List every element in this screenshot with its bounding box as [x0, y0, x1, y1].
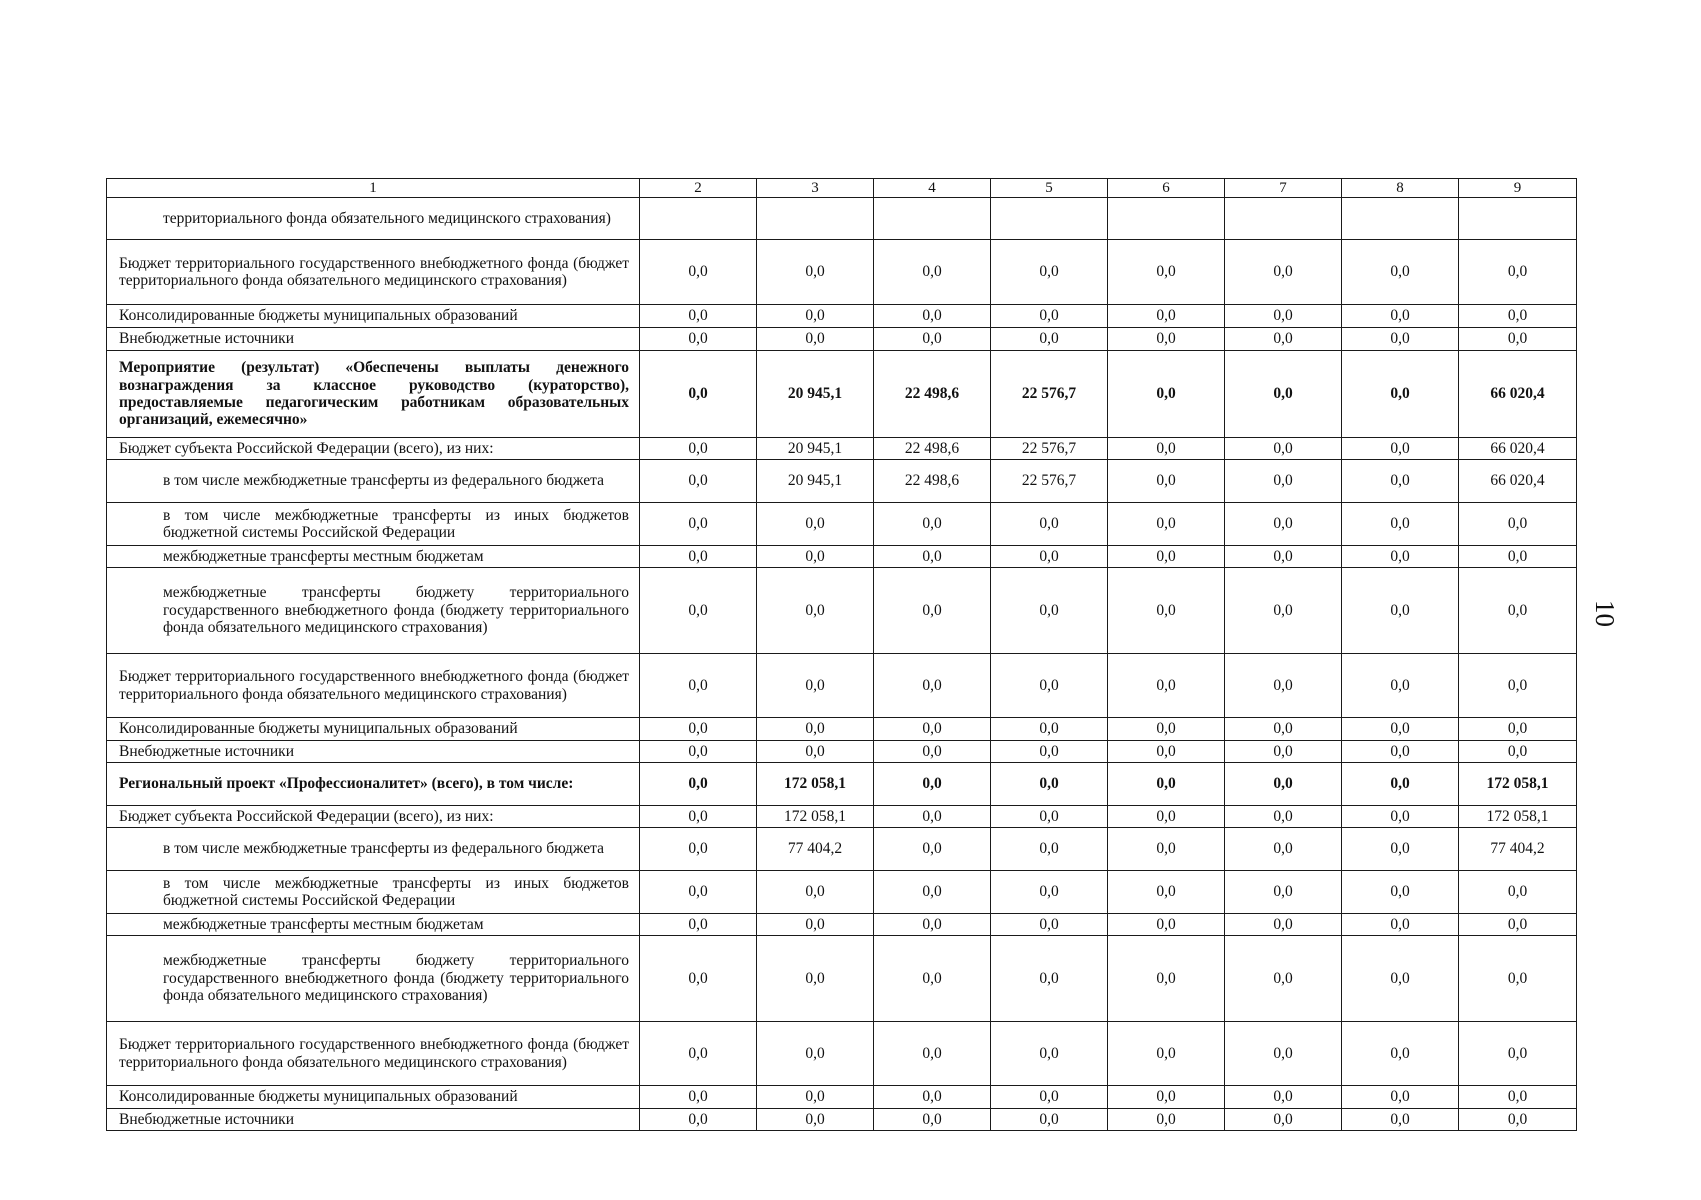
value-cell: 0,0: [1342, 936, 1459, 1022]
value-cell: 0,0: [1342, 741, 1459, 763]
value-cell: 0,0: [1108, 438, 1225, 460]
table-row: [107, 198, 1577, 240]
value-cell: 0,0: [991, 328, 1108, 351]
value-cell: 0,0: [991, 806, 1108, 828]
value-cell: 0,0: [874, 936, 991, 1022]
value-cell: 22 498,6: [874, 438, 991, 460]
value-cell: [1459, 198, 1577, 240]
value-cell: 0,0: [1108, 718, 1225, 741]
value-cell: [874, 198, 991, 240]
value-cell: 0,0: [1108, 546, 1225, 568]
table-row: [107, 914, 1577, 936]
value-cell: 22 498,6: [874, 460, 991, 503]
value-cell: 0,0: [991, 871, 1108, 914]
value-cell: 0,0: [1108, 305, 1225, 328]
value-cell: 172 058,1: [757, 806, 874, 828]
value-cell: 0,0: [1459, 936, 1577, 1022]
row-label: Внебюджетные источники: [107, 1109, 640, 1131]
row-label: Консолидированные бюджеты муниципальных образований: [107, 1086, 640, 1109]
value-cell: 0,0: [1342, 240, 1459, 305]
table-row: [107, 763, 1577, 806]
value-cell: 0,0: [640, 305, 757, 328]
value-cell: 0,0: [1108, 351, 1225, 438]
table-row: [107, 438, 1577, 460]
value-cell: 0,0: [640, 871, 757, 914]
value-cell: 0,0: [1225, 763, 1342, 806]
table-row: [107, 240, 1577, 305]
value-cell: 0,0: [757, 741, 874, 763]
value-cell: 0,0: [1342, 438, 1459, 460]
value-cell: 0,0: [640, 914, 757, 936]
value-cell: 0,0: [757, 240, 874, 305]
value-cell: 0,0: [1459, 503, 1577, 546]
value-cell: 0,0: [1225, 1022, 1342, 1086]
row-label: межбюджетные трансферты бюджету территориального государственного внебюджетного фонда (бюджету территориального фонда обязательного медицинского страхования): [107, 936, 640, 1022]
value-cell: 0,0: [874, 328, 991, 351]
value-cell: 0,0: [1225, 806, 1342, 828]
value-cell: 0,0: [1225, 546, 1342, 568]
row-label: Мероприятие (результат) «Обеспечены выплаты денежного вознаграждения за классное руководство (кураторство), предоставляемые педагогическим работникам образовательных организаций, ежемесячно»: [107, 351, 640, 438]
column-number: 9: [1459, 179, 1577, 198]
value-cell: 0,0: [1342, 351, 1459, 438]
row-label: в том числе межбюджетные трансферты из иных бюджетов бюджетной системы Российской Федерации: [107, 871, 640, 914]
value-cell: 0,0: [1108, 1109, 1225, 1131]
value-cell: 0,0: [991, 546, 1108, 568]
value-cell: 0,0: [1459, 328, 1577, 351]
value-cell: 0,0: [1225, 305, 1342, 328]
row-label: Консолидированные бюджеты муниципальных образований: [107, 305, 640, 328]
value-cell: 0,0: [1225, 1109, 1342, 1131]
value-cell: 0,0: [640, 568, 757, 654]
value-cell: 0,0: [640, 1086, 757, 1109]
row-label: Внебюджетные источники: [107, 328, 640, 351]
column-number: 2: [640, 179, 757, 198]
value-cell: 0,0: [757, 1086, 874, 1109]
value-cell: 0,0: [1108, 654, 1225, 718]
value-cell: 0,0: [757, 328, 874, 351]
value-cell: 0,0: [1108, 460, 1225, 503]
value-cell: 0,0: [1108, 871, 1225, 914]
value-cell: 0,0: [1225, 871, 1342, 914]
table-row: [107, 718, 1577, 741]
value-cell: 0,0: [1225, 503, 1342, 546]
value-cell: 0,0: [1459, 240, 1577, 305]
value-cell: 0,0: [991, 718, 1108, 741]
value-cell: 0,0: [1225, 240, 1342, 305]
value-cell: 0,0: [640, 936, 757, 1022]
value-cell: 0,0: [1459, 568, 1577, 654]
value-cell: 172 058,1: [757, 763, 874, 806]
value-cell: 0,0: [1342, 871, 1459, 914]
table-row: [107, 871, 1577, 914]
value-cell: 0,0: [757, 568, 874, 654]
row-label: Консолидированные бюджеты муниципальных образований: [107, 718, 640, 741]
value-cell: 0,0: [991, 305, 1108, 328]
value-cell: 0,0: [874, 871, 991, 914]
row-label: Бюджет территориального государственного внебюджетного фонда (бюджет территориального фонда обязательного медицинского страхования): [107, 654, 640, 718]
value-cell: 0,0: [757, 1022, 874, 1086]
value-cell: 0,0: [1342, 1086, 1459, 1109]
value-cell: 0,0: [1342, 503, 1459, 546]
value-cell: 0,0: [874, 914, 991, 936]
table-row: [107, 741, 1577, 763]
value-cell: 0,0: [874, 806, 991, 828]
value-cell: 0,0: [1225, 328, 1342, 351]
value-cell: 0,0: [1225, 828, 1342, 871]
value-cell: 0,0: [1459, 1022, 1577, 1086]
value-cell: [757, 198, 874, 240]
table-row: [107, 1086, 1577, 1109]
table-row: [107, 546, 1577, 568]
value-cell: 0,0: [991, 763, 1108, 806]
column-number: 8: [1342, 179, 1459, 198]
value-cell: 0,0: [1108, 914, 1225, 936]
value-cell: 0,0: [1342, 806, 1459, 828]
value-cell: 0,0: [757, 936, 874, 1022]
value-cell: 0,0: [991, 1109, 1108, 1131]
table-row: [107, 1022, 1577, 1086]
value-cell: 0,0: [991, 1022, 1108, 1086]
value-cell: 0,0: [874, 1022, 991, 1086]
value-cell: 0,0: [640, 806, 757, 828]
value-cell: 0,0: [1459, 871, 1577, 914]
value-cell: 0,0: [1225, 914, 1342, 936]
value-cell: 0,0: [1342, 305, 1459, 328]
table-row: [107, 460, 1577, 503]
value-cell: 0,0: [1225, 1086, 1342, 1109]
value-cell: 0,0: [1459, 741, 1577, 763]
value-cell: [991, 198, 1108, 240]
value-cell: 0,0: [640, 1109, 757, 1131]
table-row: [107, 806, 1577, 828]
value-cell: 0,0: [1225, 654, 1342, 718]
value-cell: 0,0: [640, 328, 757, 351]
value-cell: 22 498,6: [874, 351, 991, 438]
value-cell: 0,0: [874, 763, 991, 806]
row-label: в том числе межбюджетные трансферты из федерального бюджета: [107, 460, 640, 503]
value-cell: 0,0: [757, 546, 874, 568]
row-label: межбюджетные трансферты местным бюджетам: [107, 914, 640, 936]
table-row: [107, 328, 1577, 351]
value-cell: 0,0: [991, 240, 1108, 305]
value-cell: [640, 198, 757, 240]
value-cell: 0,0: [1108, 741, 1225, 763]
value-cell: 0,0: [991, 828, 1108, 871]
column-number: 5: [991, 179, 1108, 198]
value-cell: 0,0: [1108, 806, 1225, 828]
value-cell: 0,0: [874, 1086, 991, 1109]
value-cell: [1342, 198, 1459, 240]
value-cell: 0,0: [1108, 328, 1225, 351]
value-cell: 0,0: [640, 240, 757, 305]
row-label: в том числе межбюджетные трансферты из иных бюджетов бюджетной системы Российской Федерации: [107, 503, 640, 546]
table-row: [107, 828, 1577, 871]
value-cell: 0,0: [1342, 718, 1459, 741]
row-label: Бюджет территориального государственного внебюджетного фонда (бюджет территориального фонда обязательного медицинского страхования): [107, 240, 640, 305]
value-cell: 0,0: [874, 568, 991, 654]
value-cell: 22 576,7: [991, 351, 1108, 438]
value-cell: 0,0: [1225, 568, 1342, 654]
value-cell: 0,0: [1108, 240, 1225, 305]
value-cell: 0,0: [757, 654, 874, 718]
value-cell: 0,0: [1459, 1109, 1577, 1131]
table-body: [107, 179, 1577, 1131]
row-label: в том числе межбюджетные трансферты из федерального бюджета: [107, 828, 640, 871]
value-cell: 0,0: [874, 503, 991, 546]
value-cell: 0,0: [757, 503, 874, 546]
value-cell: 77 404,2: [757, 828, 874, 871]
value-cell: 0,0: [1342, 654, 1459, 718]
table-row: [107, 1109, 1577, 1131]
row-label: Бюджет субъекта Российской Федерации (всего), из них:: [107, 438, 640, 460]
value-cell: 0,0: [1108, 936, 1225, 1022]
value-cell: 0,0: [1342, 546, 1459, 568]
value-cell: 0,0: [1108, 503, 1225, 546]
value-cell: 20 945,1: [757, 351, 874, 438]
value-cell: 0,0: [991, 654, 1108, 718]
value-cell: 0,0: [991, 1086, 1108, 1109]
value-cell: 77 404,2: [1459, 828, 1577, 871]
value-cell: 0,0: [991, 568, 1108, 654]
value-cell: 0,0: [757, 305, 874, 328]
value-cell: 0,0: [874, 546, 991, 568]
value-cell: 0,0: [640, 718, 757, 741]
value-cell: 0,0: [640, 763, 757, 806]
value-cell: 0,0: [640, 741, 757, 763]
row-label: территориального фонда обязательного медицинского страхования): [107, 198, 640, 240]
value-cell: 0,0: [1108, 763, 1225, 806]
row-label: межбюджетные трансферты бюджету территориального государственного внебюджетного фонда (бюджету территориального фонда обязательного медицинского страхования): [107, 568, 640, 654]
value-cell: 0,0: [874, 240, 991, 305]
value-cell: 0,0: [991, 914, 1108, 936]
value-cell: 0,0: [1459, 914, 1577, 936]
value-cell: 0,0: [1108, 828, 1225, 871]
column-number: 4: [874, 179, 991, 198]
value-cell: 22 576,7: [991, 460, 1108, 503]
value-cell: 0,0: [640, 503, 757, 546]
value-cell: 0,0: [1459, 546, 1577, 568]
value-cell: [1108, 198, 1225, 240]
value-cell: 0,0: [757, 871, 874, 914]
value-cell: 0,0: [1108, 568, 1225, 654]
value-cell: 0,0: [874, 741, 991, 763]
value-cell: 0,0: [1342, 328, 1459, 351]
value-cell: 66 020,4: [1459, 351, 1577, 438]
column-number: 6: [1108, 179, 1225, 198]
value-cell: 172 058,1: [1459, 763, 1577, 806]
value-cell: 0,0: [991, 936, 1108, 1022]
table-row: [107, 568, 1577, 654]
value-cell: 0,0: [640, 460, 757, 503]
value-cell: 0,0: [1459, 654, 1577, 718]
value-cell: 0,0: [640, 1022, 757, 1086]
value-cell: 0,0: [1342, 568, 1459, 654]
value-cell: 0,0: [757, 914, 874, 936]
value-cell: 0,0: [991, 503, 1108, 546]
value-cell: 20 945,1: [757, 460, 874, 503]
value-cell: 0,0: [1108, 1086, 1225, 1109]
table-row: [107, 351, 1577, 438]
table-row: [107, 654, 1577, 718]
row-label: Бюджет субъекта Российской Федерации (всего), из них:: [107, 806, 640, 828]
row-label: Бюджет территориального государственного внебюджетного фонда (бюджет территориального фонда обязательного медицинского страхования): [107, 1022, 640, 1086]
value-cell: 0,0: [1108, 1022, 1225, 1086]
value-cell: 0,0: [1342, 460, 1459, 503]
value-cell: 0,0: [1459, 305, 1577, 328]
budget-table: [106, 178, 1577, 1131]
row-label: Региональный проект «Профессионалитет» (всего), в том числе:: [107, 763, 640, 806]
value-cell: 0,0: [874, 654, 991, 718]
row-label: межбюджетные трансферты местным бюджетам: [107, 546, 640, 568]
value-cell: 0,0: [1459, 718, 1577, 741]
column-number: 1: [107, 179, 640, 198]
value-cell: 0,0: [1225, 718, 1342, 741]
value-cell: 0,0: [640, 828, 757, 871]
value-cell: 0,0: [1459, 1086, 1577, 1109]
table-row: [107, 503, 1577, 546]
column-number: 7: [1225, 179, 1342, 198]
value-cell: 0,0: [640, 546, 757, 568]
row-label: Внебюджетные источники: [107, 741, 640, 763]
value-cell: 66 020,4: [1459, 460, 1577, 503]
value-cell: 20 945,1: [757, 438, 874, 460]
value-cell: 66 020,4: [1459, 438, 1577, 460]
value-cell: 0,0: [991, 741, 1108, 763]
value-cell: 0,0: [1225, 351, 1342, 438]
value-cell: 0,0: [1342, 763, 1459, 806]
value-cell: 0,0: [1225, 936, 1342, 1022]
value-cell: 0,0: [640, 654, 757, 718]
column-number: 3: [757, 179, 874, 198]
value-cell: 0,0: [1342, 828, 1459, 871]
value-cell: 0,0: [757, 718, 874, 741]
value-cell: 22 576,7: [991, 438, 1108, 460]
value-cell: 0,0: [1342, 914, 1459, 936]
value-cell: 0,0: [874, 828, 991, 871]
page-number: 10: [1590, 600, 1620, 627]
value-cell: 0,0: [874, 718, 991, 741]
value-cell: 0,0: [640, 438, 757, 460]
value-cell: 0,0: [640, 351, 757, 438]
value-cell: 0,0: [874, 305, 991, 328]
value-cell: 0,0: [1225, 741, 1342, 763]
value-cell: 0,0: [874, 1109, 991, 1131]
value-cell: 0,0: [757, 1109, 874, 1131]
value-cell: 0,0: [1342, 1022, 1459, 1086]
table-row: [107, 936, 1577, 1022]
value-cell: 0,0: [1225, 438, 1342, 460]
value-cell: [1225, 198, 1342, 240]
value-cell: 172 058,1: [1459, 806, 1577, 828]
table-row: [107, 305, 1577, 328]
value-cell: 0,0: [1342, 1109, 1459, 1131]
value-cell: 0,0: [1225, 460, 1342, 503]
header-row: [107, 179, 1577, 198]
